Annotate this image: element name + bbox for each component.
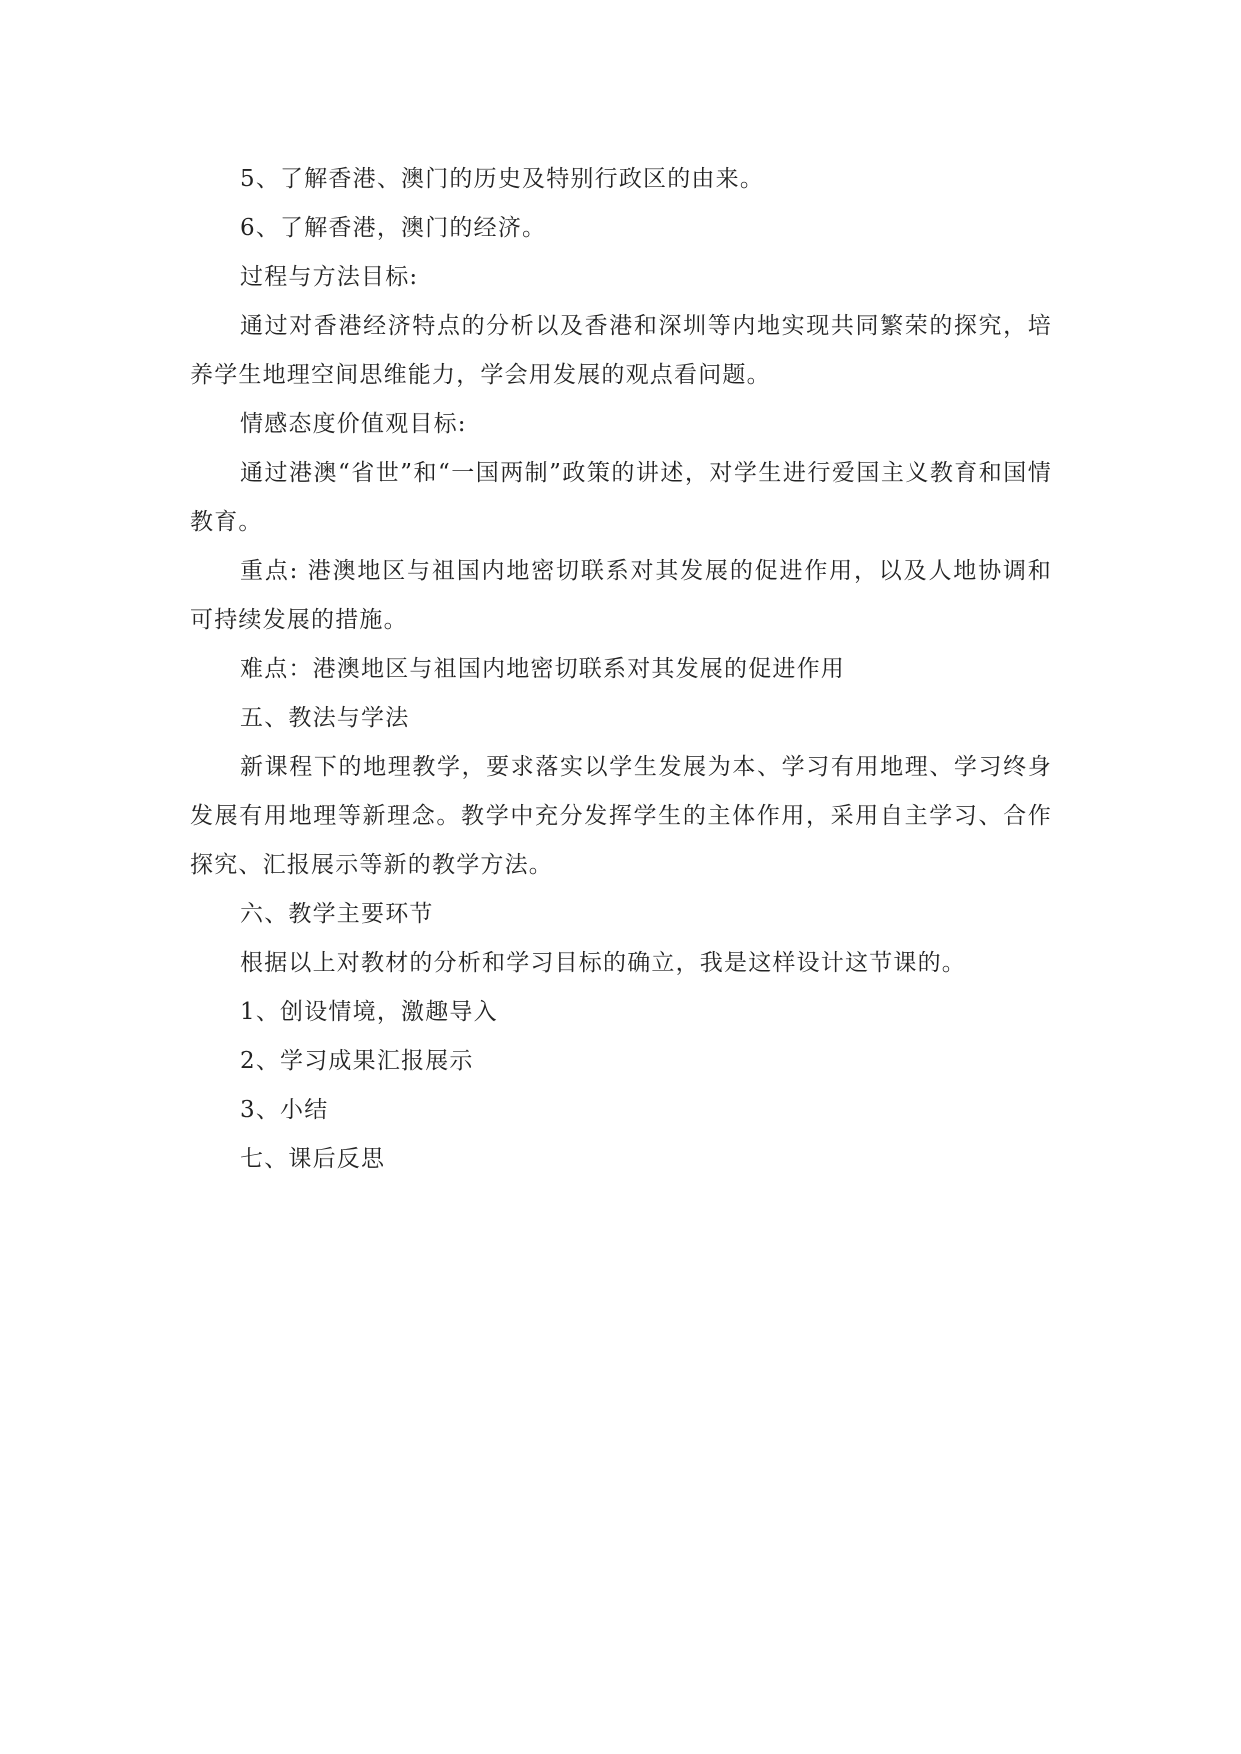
step-1: 1、创设情境，激趣导入	[240, 999, 498, 1025]
attitude-values-heading: 情感态度价值观目标:	[240, 411, 467, 437]
objective-5: 5、了解香港、澳门的历史及特别行政区的由来。	[240, 166, 765, 192]
process-method-text: 通过对香港经济特点的分析以及香港和深圳等内地实现共同繁荣的探究，培养学生地理空间思维能力，学会用发展的观点看问题。	[190, 313, 1052, 388]
objective-6: 6、了解香港，澳门的经济。	[240, 215, 547, 241]
section-6-heading: 六、教学主要环节	[240, 901, 434, 927]
section-6-intro: 根据以上对教材的分析和学习目标的确立，我是这样设计这节课的。	[240, 950, 966, 976]
process-method-heading: 过程与方法目标:	[240, 264, 419, 290]
section-5-text: 新课程下的地理教学，要求落实以学生发展为本、学习有用地理、学习终身发展有用地理等新理念。教学中充分发挥学生的主体作用，采用自主学习、合作探究、汇报展示等新的教学方法。	[190, 754, 1052, 878]
document-body	[190, 155, 1052, 1184]
step-3: 3、小结	[240, 1097, 329, 1123]
section-5-heading: 五、教法与学法	[240, 705, 410, 731]
difficult-point: 难点：港澳地区与祖国内地密切联系对其发展的促进作用	[240, 656, 845, 682]
section-7-heading: 七、课后反思	[240, 1146, 386, 1172]
step-2: 2、学习成果汇报展示	[240, 1048, 474, 1074]
attitude-values-text: 通过港澳“省世”和“一国两制”政策的讲述，对学生进行爱国主义教育和国情教育。	[190, 460, 1052, 535]
key-point: 重点: 港澳地区与祖国内地密切联系对其发展的促进作用，以及人地协调和可持续发展的措施。	[190, 558, 1052, 633]
